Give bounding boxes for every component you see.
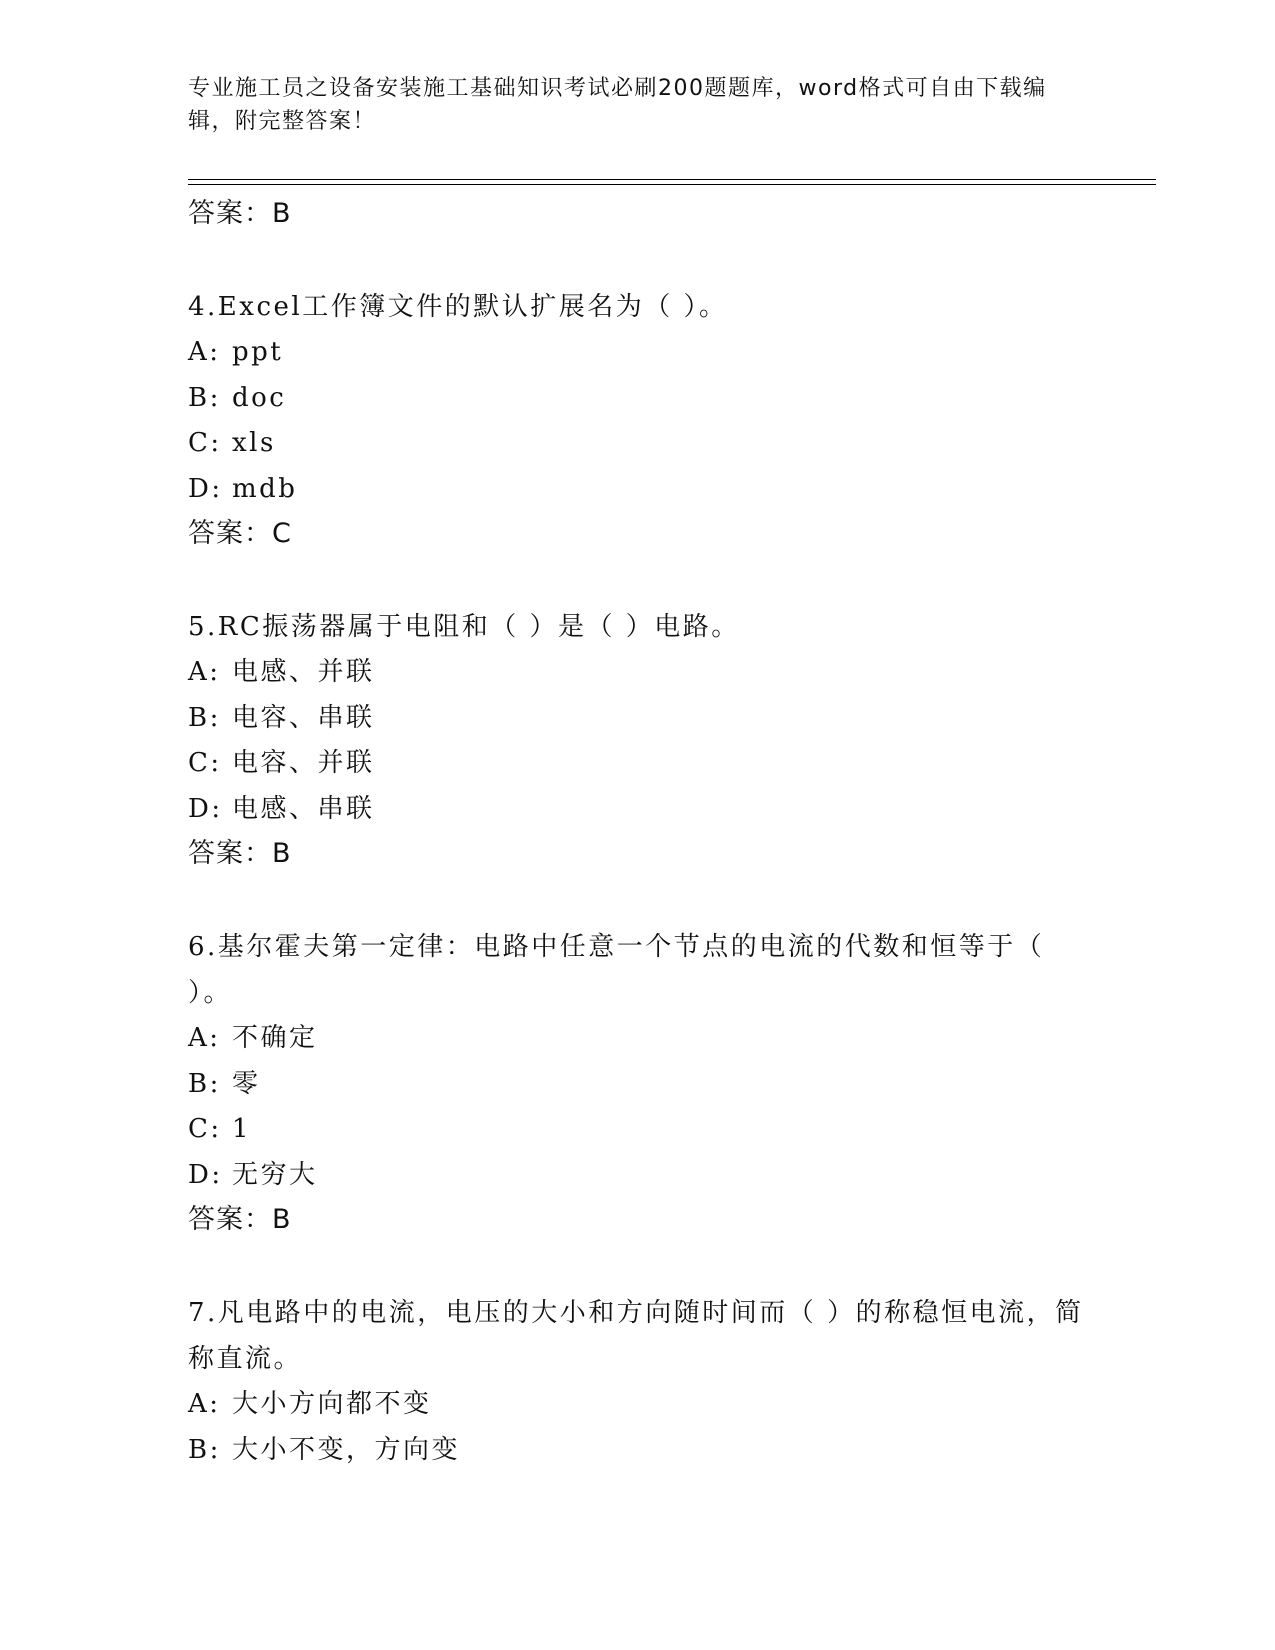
option-label: C: xyxy=(188,1114,222,1144)
option-b xyxy=(188,1062,1088,1108)
question-stem: 5.RC振荡器属于电阻和（ ）是（ ）电路。 xyxy=(188,612,740,642)
option-b xyxy=(188,1428,1088,1474)
option-b xyxy=(188,376,1088,422)
option-text: ppt xyxy=(232,337,284,367)
option-label: B: xyxy=(188,1434,221,1465)
question-5 xyxy=(188,604,1088,876)
option-text: 无穷大 xyxy=(232,1159,318,1190)
question-stem: 6.基尔霍夫第一定律：电路中任意一个节点的电流的代数和恒等于（ ）。 xyxy=(188,932,1045,1008)
option-text: doc xyxy=(232,382,287,413)
option-b xyxy=(188,696,1088,742)
question-stem: 4.Excel工作簿文件的默认扩展名为（ ）。 xyxy=(188,292,728,322)
option-text: 电容、串联 xyxy=(232,702,375,733)
option-label: A: xyxy=(188,1023,221,1053)
option-a xyxy=(188,650,1088,696)
answer-line: 答案：B xyxy=(188,838,292,869)
option-c xyxy=(188,1107,1088,1153)
option-a xyxy=(188,1016,1088,1062)
option-text: 电感、串联 xyxy=(232,793,375,824)
option-a xyxy=(188,330,1088,376)
option-label: C: xyxy=(188,748,222,778)
option-text: 大小不变，方向变 xyxy=(232,1434,461,1465)
option-d xyxy=(188,467,1088,513)
option-text: 1 xyxy=(232,1114,252,1144)
question-stem: 7.凡电路中的电流，电压的大小和方向随时间而（ ）的称稳恒电流，简称直流。 xyxy=(188,1298,1084,1374)
header-rule-bottom xyxy=(188,184,1156,185)
document-header: 专业施工员之设备安装施工基础知识考试必刷200题题库，word格式可自由下载编辑，附完整答案！ xyxy=(188,76,1047,134)
option-text: 大小方向都不变 xyxy=(232,1389,432,1419)
option-text: 电容、并联 xyxy=(232,748,375,778)
header-rule-top xyxy=(188,179,1156,180)
option-label: D: xyxy=(188,793,223,824)
option-label: D: xyxy=(188,1159,223,1190)
option-text: xls xyxy=(232,428,276,458)
option-d xyxy=(188,1153,1088,1199)
option-label: A: xyxy=(188,337,221,367)
question-list xyxy=(188,192,1088,1473)
option-text: mdb xyxy=(232,473,298,504)
option-label: B: xyxy=(188,382,221,413)
previous-answer: 答案：B xyxy=(188,198,292,229)
answer-line: 答案：B xyxy=(188,1204,292,1235)
option-text: 不确定 xyxy=(232,1023,318,1053)
option-a xyxy=(188,1382,1088,1428)
option-text: 零 xyxy=(232,1068,261,1099)
question-7 xyxy=(188,1290,1088,1473)
option-label: C: xyxy=(188,428,222,458)
question-6 xyxy=(188,924,1088,1242)
option-c xyxy=(188,421,1088,467)
option-d xyxy=(188,787,1088,833)
option-text: 电感、并联 xyxy=(232,657,375,687)
option-label: A: xyxy=(188,657,221,687)
answer-line: 答案：C xyxy=(188,518,292,549)
option-label: B: xyxy=(188,702,221,733)
question-4 xyxy=(188,284,1088,556)
option-c xyxy=(188,741,1088,787)
option-label: B: xyxy=(188,1068,221,1099)
option-label: D: xyxy=(188,473,223,504)
option-label: A: xyxy=(188,1389,221,1419)
